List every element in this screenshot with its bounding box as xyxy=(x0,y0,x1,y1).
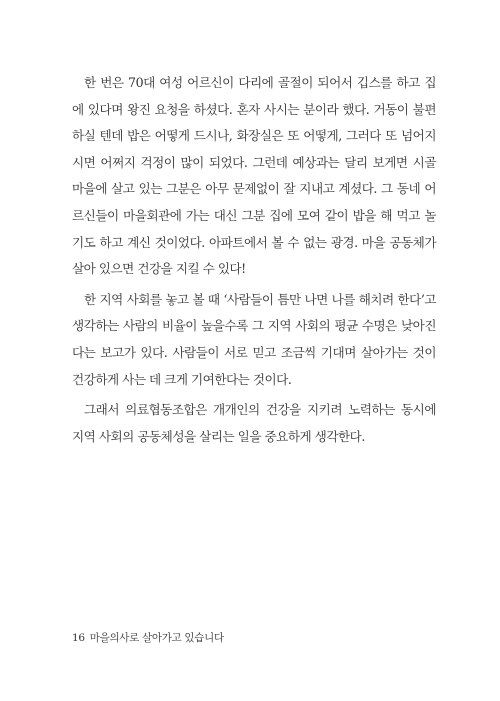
text-line: 한 번은 70대 여성 어르신이 다리에 골절이 되어서 깁스를 하고 집 xyxy=(84,75,436,90)
body-text xyxy=(72,70,436,450)
page-number: 16 xyxy=(72,632,85,644)
text-line: 마을에 살고 있는 그분은 아무 문제없이 잘 지내고 계셨다. 그 동네 어 xyxy=(72,181,436,197)
paragraph xyxy=(72,70,436,283)
text-line: 시면 어쩌지 걱정이 많이 되었다. 그런데 예상과는 달리 보게면 시골 xyxy=(72,154,436,170)
paragraph xyxy=(72,397,436,450)
text-line: 하실 텐데 밥은 어떻게 드시나, 화장실은 또 어떻게, 그러다 또 넘어지 xyxy=(72,128,436,144)
text-line: 한 지역 사회를 놓고 볼 때 ‘사람들이 틈만 나면 나를 해치려 한다’고 xyxy=(84,291,436,307)
paragraph xyxy=(72,287,436,393)
text-line: 지역 사회의 공동체성을 살리는 일을 중요하게 생각한다. xyxy=(72,428,365,444)
text-line: 다는 보고가 있다. 사람들이 서로 믿고 조금씩 기대며 살아가는 것이 xyxy=(72,344,436,360)
text-line: 기도 하고 계신 것이었다. 아파트에서 볼 수 없는 광경. 마을 공동체가 xyxy=(72,234,436,250)
page-footer xyxy=(72,630,224,645)
text-line: 에 있다며 왕진 요청을 하셨다. 혼자 사시는 분이라 했다. 거동이 불편 xyxy=(72,101,436,117)
text-line: 르신들이 마을회관에 가는 대신 그분 집에 모여 같이 밥을 해 먹고 놀 xyxy=(72,207,436,223)
text-line: 그래서 의료협동조합은 개개인의 건강을 지키려 노력하는 동시에 xyxy=(84,402,436,418)
text-line: 살아 있으면 건강을 지킬 수 있다! xyxy=(72,261,246,277)
running-title: 마을의사로 살아가고 있습니다 xyxy=(89,632,224,644)
text-line: 건강하게 사는 데 크게 기여한다는 것이다. xyxy=(72,371,292,387)
text-line: 생각하는 사람의 비율이 높을수록 그 지역 사회의 평균 수명은 낮아진 xyxy=(72,318,436,334)
